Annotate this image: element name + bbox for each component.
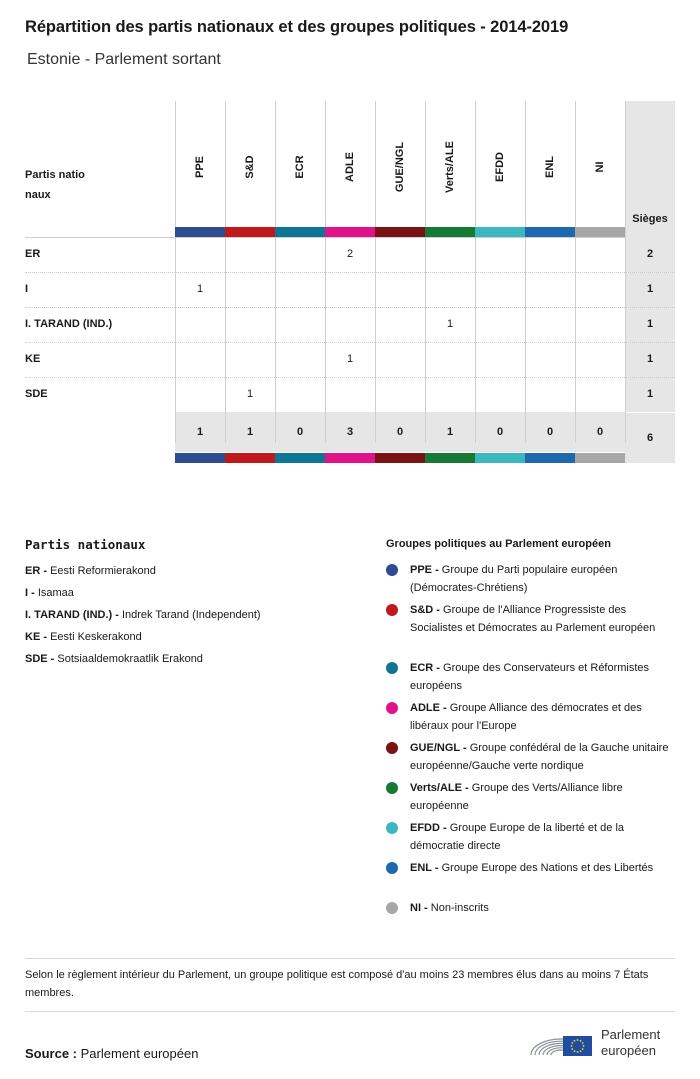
group-description: Groupe des Conservateurs et Réformistes européens (410, 662, 650, 692)
logo-line-2: européen (601, 1043, 656, 1058)
group-color-bar (225, 227, 275, 237)
group-color-dot-icon (386, 662, 398, 674)
party-abbr: ER - (25, 565, 47, 577)
seat-count-cell: 1 (446, 318, 454, 330)
page-subtitle: Estonie - Parlement sortant (27, 51, 221, 68)
group-total-cell: 1 (246, 426, 254, 438)
group-header (575, 101, 625, 227)
group-color-bar (275, 227, 325, 237)
group-header-label: EFDD (494, 152, 506, 182)
group-abbr: Verts/ALE - (410, 782, 469, 794)
seats-table (25, 101, 675, 463)
party-abbr: I. TARAND (IND.) - (25, 609, 119, 621)
party-column-header: Partis nationaux (25, 169, 85, 201)
group-color-dot-icon (386, 604, 398, 616)
group-color-bar (225, 453, 275, 463)
row-seats-cell: 1 (646, 283, 654, 295)
group-header (425, 101, 475, 227)
group-legend-item (386, 739, 676, 775)
group-header (475, 101, 525, 227)
group-legend-item (386, 561, 676, 597)
eu-star (580, 1040, 582, 1042)
source-label: Source : (25, 1046, 78, 1061)
group-header (525, 101, 575, 227)
group-total-cell: 1 (446, 426, 454, 438)
logo-wordmark (601, 1027, 660, 1059)
group-total-cell: 0 (546, 426, 554, 438)
group-total-cell: 3 (346, 426, 354, 438)
group-legend-item (386, 699, 676, 735)
eu-star (571, 1048, 573, 1050)
eu-star (582, 1048, 584, 1050)
eu-star (571, 1042, 573, 1044)
group-legend-text (410, 659, 676, 695)
group-header (275, 101, 325, 227)
eu-flag (563, 1036, 592, 1056)
group-total-cell: 0 (296, 426, 304, 438)
group-abbr: ADLE - (410, 702, 447, 714)
group-color-bar (525, 227, 575, 237)
group-description: Non-inscrits (430, 902, 489, 914)
seat-count-cell: 2 (346, 248, 354, 260)
group-total-cell: 0 (396, 426, 404, 438)
group-abbr: PPE - (410, 564, 439, 576)
group-description: Groupe Alliance des démocrates et des libéraux pour l'Europe (410, 702, 642, 732)
group-color-bar (475, 227, 525, 237)
group-header (325, 101, 375, 227)
party-legend-item (25, 652, 203, 666)
group-color-bar (325, 227, 375, 237)
group-abbr: ENL - (410, 862, 439, 874)
group-abbr: EFDD - (410, 822, 447, 834)
group-header-label: ADLE (344, 152, 356, 182)
group-legend-item (386, 601, 676, 637)
group-legend-text (410, 859, 676, 877)
footnote: Selon le règlement intérieur du Parlement, un groupe politique est composé d'au moins 23 membres élus dans au moins 7 États membres. (25, 969, 649, 999)
group-color-bar (325, 453, 375, 463)
group-legend-item (386, 819, 676, 855)
group-abbr: ECR - (410, 662, 440, 674)
page-title: Répartition des partis nationaux et des groupes politiques - 2014-2019 (25, 18, 569, 36)
group-color-dot-icon (386, 702, 398, 714)
group-color-bar (525, 453, 575, 463)
group-legend-text (410, 601, 676, 637)
parliament-logo (529, 1019, 679, 1061)
group-color-dot-icon (386, 564, 398, 576)
group-color-bar (175, 453, 225, 463)
group-total-cell: 0 (496, 426, 504, 438)
group-color-bar (425, 227, 475, 237)
group-color-bar (475, 453, 525, 463)
group-color-bar (275, 453, 325, 463)
party-legend-item (25, 630, 142, 644)
group-header-label: PPE (194, 155, 206, 179)
group-color-dot-icon (386, 782, 398, 794)
party-abbr: SDE - (25, 653, 55, 665)
group-abbr: NI - (410, 902, 428, 914)
hemicycle-flag-icon (529, 1019, 595, 1061)
group-color-dot-icon (386, 862, 398, 874)
row-seats-cell: 2 (646, 248, 654, 260)
group-color-dot-icon (386, 822, 398, 834)
group-color-bar (575, 227, 625, 237)
party-fullname: Indrek Tarand (Independent) (121, 609, 261, 621)
group-legend-text (410, 561, 676, 597)
total-seats-cell: 6 (625, 412, 675, 463)
group-header-label: Verts/ALE (444, 141, 456, 193)
party-legend-item (25, 586, 74, 600)
group-description: Groupe du Parti populaire européen (Démocrates-Chrétiens) (410, 564, 618, 594)
eu-star (583, 1045, 585, 1047)
group-color-bar (425, 453, 475, 463)
group-header-label: GUE/NGL (394, 141, 406, 193)
party-legend-item (25, 564, 156, 578)
party-abbr: KE - (25, 631, 47, 643)
party-fullname: Isamaa (37, 587, 74, 599)
row-seats-cell: 1 (646, 318, 654, 330)
group-legend-text (410, 739, 676, 775)
eu-star (571, 1045, 573, 1047)
eu-star (574, 1050, 576, 1052)
group-description: Groupe Europe de la liberté et de la démocratie directe (410, 822, 625, 852)
row-seats-cell: 1 (646, 388, 654, 400)
group-legend-text (410, 699, 676, 735)
seat-count-cell: 1 (246, 388, 254, 400)
party-row-label: KE (25, 353, 41, 365)
seat-count-cell: 1 (196, 283, 204, 295)
group-header-label: S&D (244, 155, 256, 179)
group-color-bar (175, 227, 225, 237)
seats-column-header: Sièges (632, 213, 668, 225)
logo-line-1: Parlement (601, 1027, 661, 1042)
group-header-label: ENL (544, 156, 556, 178)
political-groups-legend-title: Groupes politiques au Parlement européen (386, 538, 611, 550)
group-color-bar (375, 227, 425, 237)
group-total-cell: 1 (196, 426, 204, 438)
group-legend-text (410, 779, 676, 815)
eu-star (577, 1051, 579, 1053)
party-fullname: Eesti Reformierakond (50, 565, 156, 577)
row-seats-cell: 1 (646, 353, 654, 365)
group-color-dot-icon (386, 742, 398, 754)
party-fullname: Sotsiaaldemokraatlik Erakond (57, 653, 203, 665)
group-abbr: GUE/NGL - (410, 742, 467, 754)
group-header-label: NI (594, 161, 606, 173)
group-legend-text (410, 899, 676, 917)
group-abbr: S&D - (410, 604, 440, 616)
group-header (225, 101, 275, 227)
source-line (25, 1046, 198, 1061)
group-header (375, 101, 425, 227)
party-row-label: ER (25, 248, 41, 260)
divider (25, 1011, 675, 1012)
party-fullname: Eesti Keskerakond (50, 631, 142, 643)
group-legend-text (410, 819, 676, 855)
group-description: Groupe Europe des Nations et des Libertés (441, 862, 654, 874)
group-description: Groupe confédéral de la Gauche unitaire européenne/Gauche verte nordique (410, 742, 669, 772)
party-abbr: I - (25, 587, 35, 599)
eu-star (577, 1039, 579, 1041)
source-value: Parlement européen (80, 1046, 199, 1061)
seat-count-cell: 1 (346, 353, 354, 365)
group-description: Groupe des Verts/Alliance libre européenne (410, 782, 623, 812)
eu-star (582, 1042, 584, 1044)
group-legend-item (386, 779, 676, 815)
group-header-label: ECR (294, 155, 306, 179)
party-legend-item (25, 608, 261, 622)
group-legend-item (386, 899, 676, 917)
group-color-dot-icon (386, 902, 398, 914)
group-legend-item (386, 659, 676, 695)
group-color-bar (575, 453, 625, 463)
party-row-label: I. TARAND (IND.) (25, 318, 113, 330)
group-header (175, 101, 225, 227)
group-color-bar (375, 453, 425, 463)
party-row-label: I (25, 283, 29, 295)
group-total-cell: 0 (596, 426, 604, 438)
divider (25, 958, 675, 959)
national-parties-legend-title: Partis nationaux (25, 537, 146, 552)
party-row-label: SDE (25, 388, 48, 400)
eu-star (574, 1040, 576, 1042)
group-legend-item (386, 859, 676, 877)
group-description: Groupe de l'Alliance Progressiste des Socialistes et Démocrates au Parlement européen (410, 604, 656, 634)
eu-star (580, 1050, 582, 1052)
